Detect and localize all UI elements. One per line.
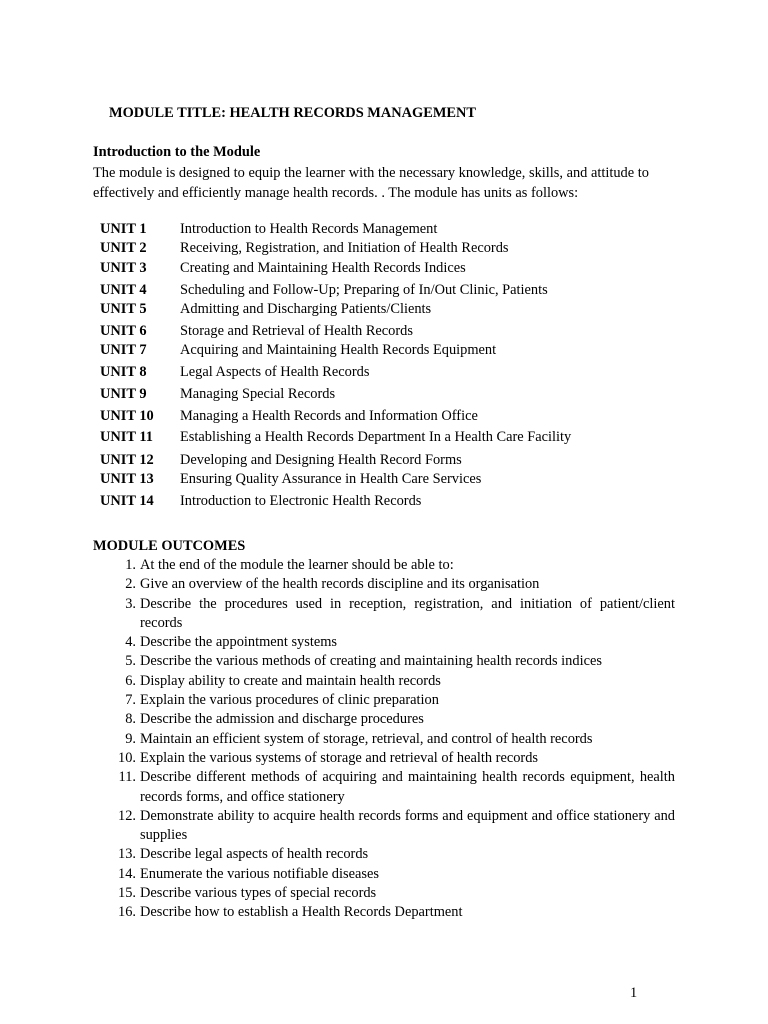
- outcome-number: 5.: [125, 653, 136, 670]
- unit-title: Managing a Health Records and Information Office: [180, 408, 478, 424]
- unit-code: UNIT 13: [100, 471, 154, 487]
- unit-code: UNIT 8: [100, 364, 147, 380]
- unit-code: UNIT 10: [100, 408, 154, 424]
- outcome-item: [93, 710, 675, 729]
- outcome-item: [93, 807, 675, 846]
- outcome-text: Describe the admission and discharge procedures: [140, 711, 424, 728]
- outcome-text: Describe legal aspects of health records: [140, 846, 369, 863]
- unit-code: UNIT 12: [100, 452, 154, 468]
- unit-title: Admitting and Discharging Patients/Clients: [180, 301, 432, 317]
- outcome-number: 1.: [125, 557, 136, 573]
- unit-title: Receiving, Registration, and Initiation of Health Records: [180, 240, 509, 256]
- outcome-number: 11.: [118, 769, 136, 786]
- unit-title: Acquiring and Maintaining Health Records Equipment: [180, 342, 497, 358]
- unit-code: UNIT 11: [100, 429, 153, 445]
- outcome-item: [93, 652, 675, 671]
- outcome-text: Explain the various procedures of clinic preparation: [140, 692, 439, 709]
- outcome-number: 14.: [118, 865, 136, 882]
- unit-title: Creating and Maintaining Health Records Indices: [180, 260, 466, 276]
- outcome-text: Describe the appointment systems: [140, 634, 338, 651]
- outcome-number: 3.: [125, 595, 136, 612]
- outcome-text: Describe different methods of acquiring and maintaining health records equipment, health records forms, and office stationery: [140, 769, 675, 805]
- outcome-text: Display ability to create and maintain health records: [140, 672, 441, 689]
- outcome-text: Give an overview of the health records discipline and its organisation: [140, 576, 540, 593]
- outcome-text: Describe various types of special records: [140, 885, 377, 902]
- page-number: 1: [630, 985, 638, 1001]
- outcome-item: [93, 556, 675, 575]
- outcome-number: 8.: [125, 711, 136, 728]
- intro-heading: Introduction to the Module: [93, 144, 261, 160]
- unit-code: UNIT 4: [100, 282, 147, 298]
- unit-code: UNIT 3: [100, 260, 147, 276]
- outcomes-list: [93, 556, 675, 923]
- outcome-number: 16.: [118, 904, 136, 921]
- outcome-number: 2.: [125, 576, 136, 593]
- unit-title: Establishing a Health Records Department In a Health Care Facility: [180, 429, 572, 445]
- intro-paragraph: The module is designed to equip the learner with the necessary knowledge, skills, and attitude to effectively and efficiently manage health records. . The module has units as follows:: [93, 165, 649, 201]
- module-title: MODULE TITLE: HEALTH RECORDS MANAGEMENT: [109, 105, 477, 121]
- outcome-item: [93, 865, 675, 884]
- outcome-number: 4.: [125, 634, 136, 651]
- outcome-text: Explain the various systems of storage and retrieval of health records: [140, 749, 539, 766]
- outcome-number: 9.: [125, 730, 136, 747]
- outcome-text: Describe how to establish a Health Records Department: [140, 904, 463, 921]
- unit-code: UNIT 2: [100, 240, 147, 256]
- outcome-text: Maintain an efficient system of storage, retrieval, and control of health records: [140, 730, 593, 747]
- outcome-item: [93, 845, 675, 864]
- outcome-item: [93, 903, 675, 922]
- outcome-item: [93, 633, 675, 652]
- outcome-item: [93, 672, 675, 691]
- outcome-item: [93, 595, 675, 634]
- outcome-item: [93, 884, 675, 903]
- unit-title: Scheduling and Follow-Up; Preparing of In/Out Clinic, Patients: [180, 282, 548, 298]
- unit-title: Introduction to Electronic Health Records: [180, 493, 422, 509]
- outcome-number: 7.: [125, 692, 136, 709]
- unit-code: UNIT 14: [100, 493, 154, 509]
- outcome-number: 6.: [125, 672, 136, 689]
- outcome-item: [93, 749, 675, 768]
- unit-title: Storage and Retrieval of Health Records: [180, 323, 413, 339]
- outcome-number: 13.: [118, 846, 136, 863]
- outcomes-heading: MODULE OUTCOMES: [93, 538, 246, 554]
- unit-code: UNIT 6: [100, 323, 147, 339]
- outcome-text: At the end of the module the learner should be able to:: [140, 557, 454, 573]
- outcome-number: 15.: [118, 885, 136, 902]
- unit-title: Introduction to Health Records Management: [180, 221, 438, 237]
- outcome-text: Enumerate the various notifiable diseases: [140, 865, 379, 882]
- outcome-item: [93, 575, 675, 594]
- unit-code: UNIT 7: [100, 342, 147, 358]
- unit-title: Managing Special Records: [180, 386, 336, 402]
- unit-code: UNIT 1: [100, 221, 147, 237]
- outcome-text: Describe the procedures used in reception, registration, and initiation of patient/client records: [140, 595, 675, 631]
- unit-title: Legal Aspects of Health Records: [180, 364, 370, 380]
- unit-title: Developing and Designing Health Record Forms: [180, 452, 462, 468]
- outcome-text: Demonstrate ability to acquire health records forms and equipment and office stationery and supplies: [140, 807, 675, 844]
- outcome-item: [93, 691, 675, 710]
- outcome-number: 12.: [118, 807, 136, 824]
- unit-code: UNIT 9: [100, 386, 147, 402]
- outcome-item: [93, 768, 675, 807]
- unit-code: UNIT 5: [100, 301, 147, 317]
- outcome-number: 10.: [118, 749, 136, 766]
- unit-title: Ensuring Quality Assurance in Health Care Services: [180, 471, 482, 487]
- outcome-item: [93, 730, 675, 749]
- outcome-text: Describe the various methods of creating and maintaining health records indices: [140, 653, 602, 670]
